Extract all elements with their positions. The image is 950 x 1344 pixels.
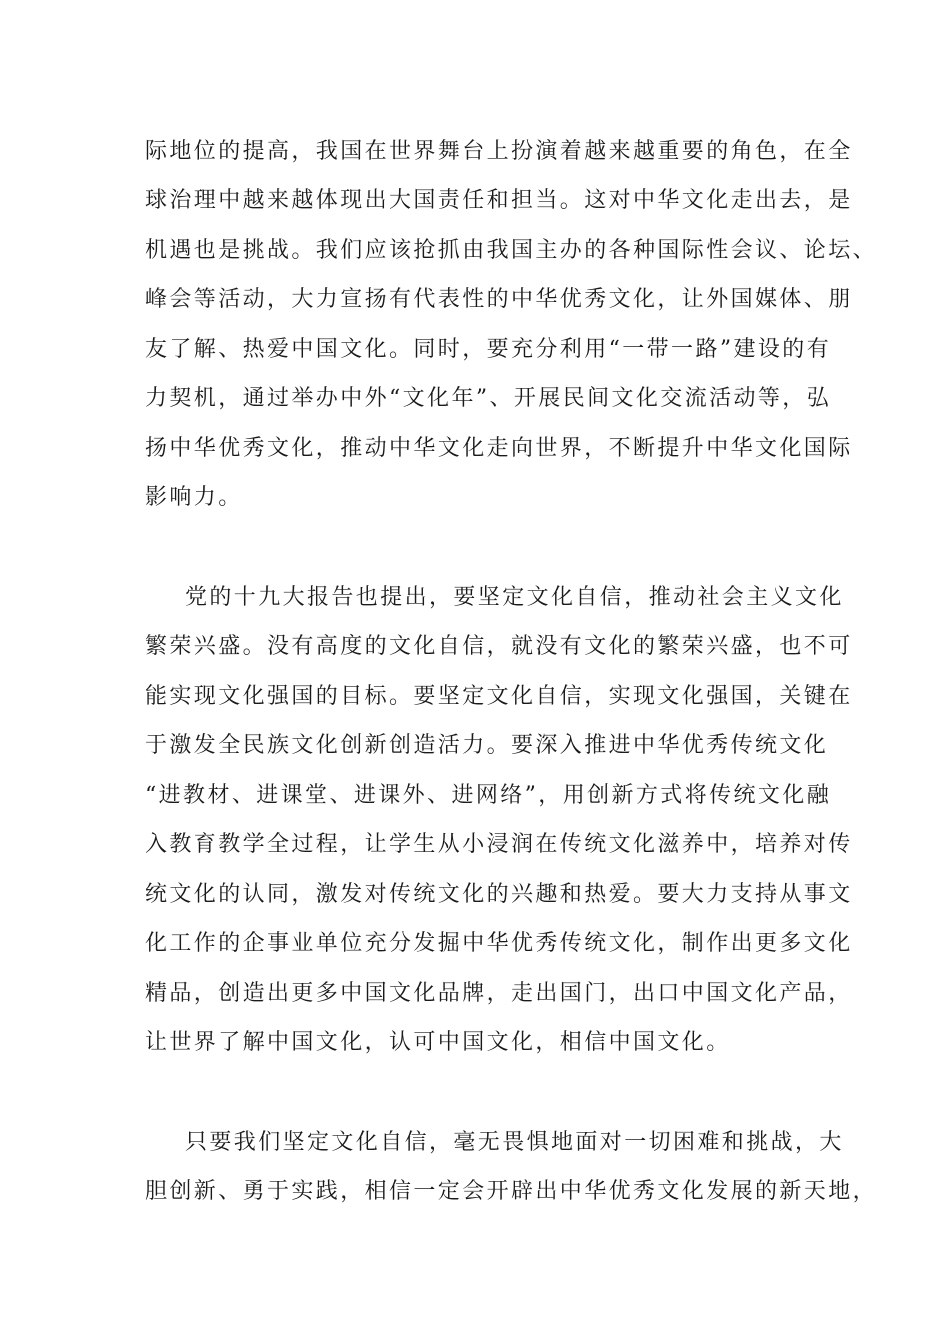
paragraph-line: 于激发全民族文化创新创造活力。要深入推进中华优秀传统文化 <box>145 733 829 758</box>
paragraph-line: 友了解、热爱中国文化。同时，要充分利用“一带一路”建设的有 <box>145 337 832 362</box>
paragraph-line: 胆创新、勇于实践，相信一定会开辟出中华优秀文化发展的新天地， <box>145 1179 878 1204</box>
paragraph-line: 只要我们坚定文化自信，毫无畏惧地面对一切困难和挑战，大 <box>185 1130 844 1155</box>
paragraph-line: 能实现文化强国的目标。要坚定文化自信，实现文化强国，关键在 <box>145 684 853 709</box>
paragraph-line: 让世界了解中国文化，认可中国文化，相信中国文化。 <box>145 1030 731 1055</box>
paragraph-line: 机遇也是挑战。我们应该抢抓由我国主办的各种国际性会议、论坛、 <box>145 238 878 263</box>
paragraph-line: 党的十九大报告也提出，要坚定文化自信，推动社会主义文化 <box>185 585 844 610</box>
paragraph-line: 峰会等活动，大力宣扬有代表性的中华优秀文化，让外国媒体、朋 <box>145 287 853 312</box>
paragraph-line: 扬中华优秀文化，推动中华文化走向世界，不断提升中华文化国际 <box>145 436 853 461</box>
paragraph-line: 精品，创造出更多中国文化品牌，走出国门，出口中国文化产品， <box>145 981 853 1006</box>
paragraph-line: 力契机，通过举办中外“文化年”、开展民间文化交流活动等，弘 <box>145 386 832 411</box>
paragraph-line: 球治理中越来越体现出大国责任和担当。这对中华文化走出去，是 <box>145 188 853 213</box>
paragraph-line: 入教育教学全过程，让学生从小浸润在传统文化滋养中，培养对传 <box>145 832 853 857</box>
paragraph-line: 繁荣兴盛。没有高度的文化自信，就没有文化的繁荣兴盛，也不可 <box>145 634 853 659</box>
paragraph-line: 影响力。 <box>145 485 243 510</box>
paragraph-line: 际地位的提高，我国在世界舞台上扮演着越来越重要的角色，在全 <box>145 139 853 164</box>
paragraph-line: “进教材、进课堂、进课外、进网络”，用创新方式将传统文化融 <box>145 783 832 808</box>
paragraph-line: 化工作的企事业单位充分发掘中华优秀传统文化，制作出更多文化 <box>145 931 853 956</box>
paragraph-line: 统文化的认同，激发对传统文化的兴趣和热爱。要大力支持从事文 <box>145 882 853 907</box>
